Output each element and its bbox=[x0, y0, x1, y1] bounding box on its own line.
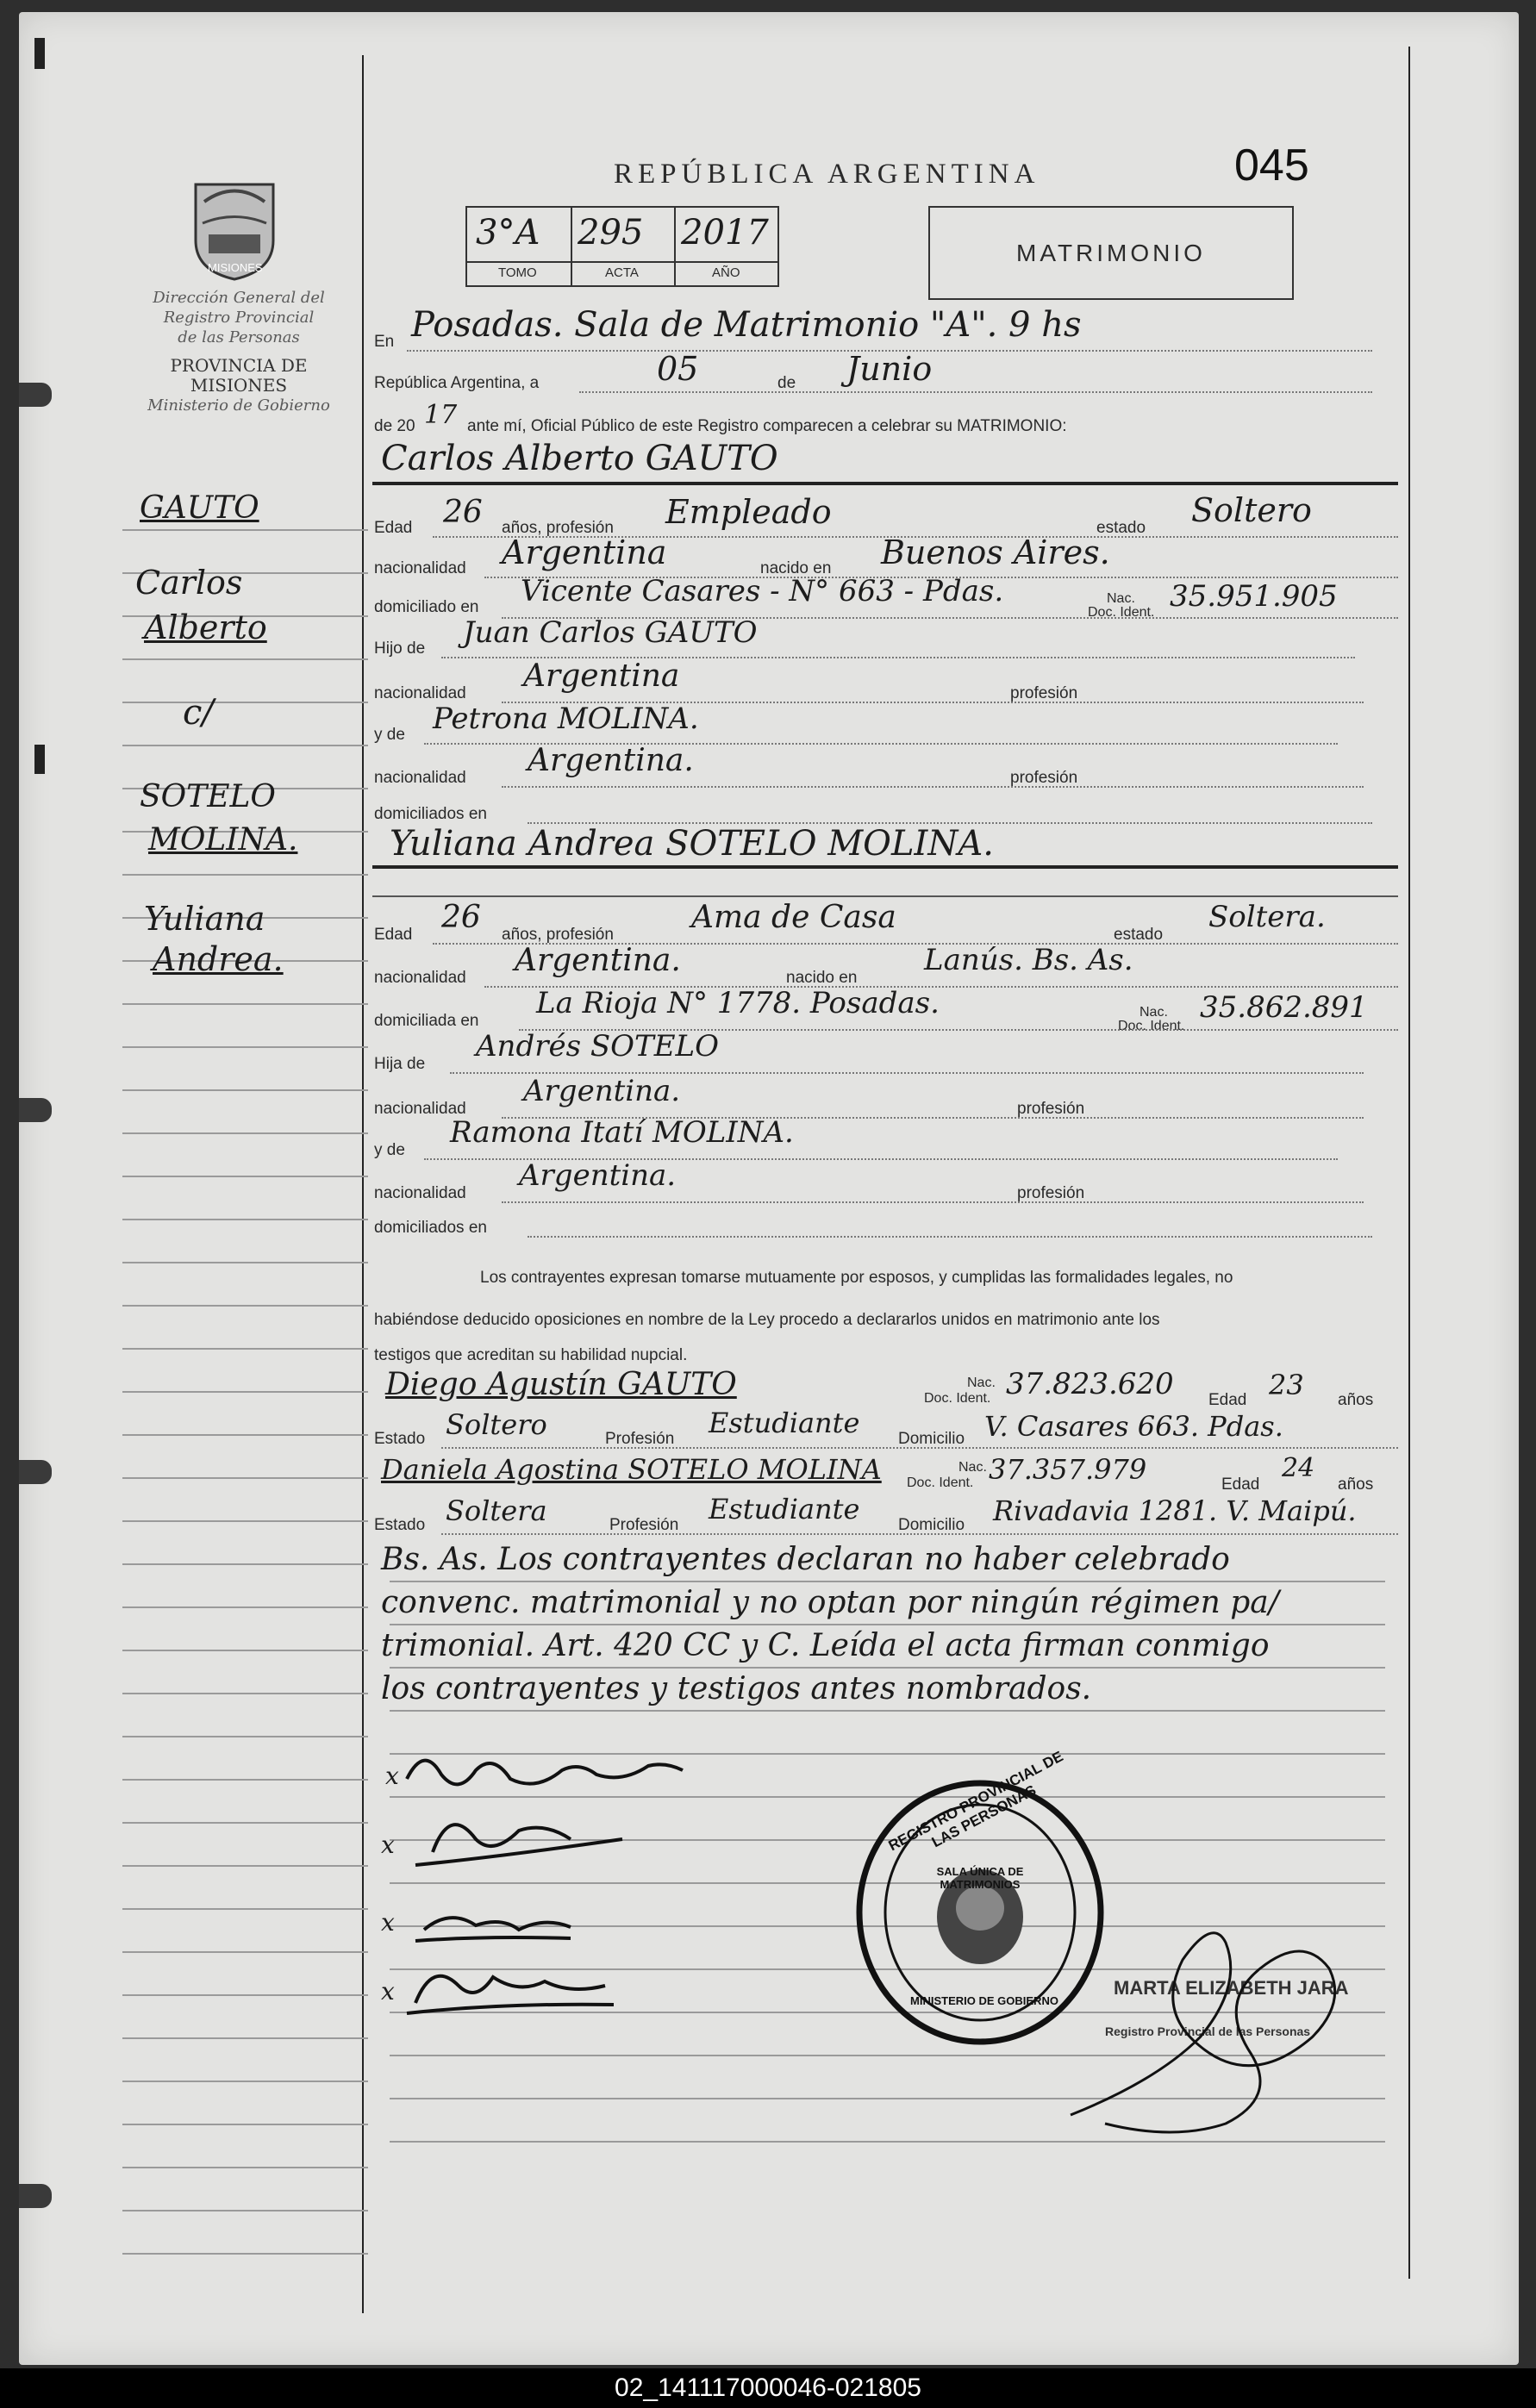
province-line: PROVINCIA DE bbox=[170, 355, 308, 376]
margin-note: c/ bbox=[183, 693, 214, 733]
act-day: 05 bbox=[657, 350, 699, 388]
reference-box bbox=[465, 206, 779, 287]
label-doc: Doc. Ident. bbox=[1118, 1019, 1185, 1033]
notes-line: trimonial. Art. 420 CC y C. Leída el acta firman conmigo bbox=[381, 1628, 1270, 1663]
label-domiciliados: domiciliados en bbox=[374, 805, 487, 823]
agency-line: de las Personas bbox=[178, 328, 300, 346]
act-place: Posadas. Sala de Matrimonio "A". 9 hs bbox=[411, 305, 1082, 345]
year-suffix: 17 bbox=[424, 400, 458, 430]
declaration-line: Los contrayentes expresan tomarse mutuamente por esposos, y cumplidas las formalidades legales, no bbox=[480, 1269, 1233, 1287]
groom-age: 26 bbox=[443, 495, 483, 530]
seal-bottom-text: MINISTERIO DE GOBIERNO bbox=[910, 1994, 1058, 2007]
notes-line: los contrayentes y testigos antes nombrados. bbox=[381, 1671, 1092, 1706]
record-type: MATRIMONIO bbox=[1016, 239, 1206, 266]
label-nac: Nac. bbox=[1140, 1005, 1168, 1020]
acta-label: ACTA bbox=[605, 265, 639, 280]
ministry-line: Ministerio de Gobierno bbox=[147, 396, 330, 415]
anio-value: 2017 bbox=[681, 213, 769, 253]
declaration-line: testigos que acreditan su habilidad nupcial. bbox=[374, 1346, 688, 1364]
label-estado-cap: Estado bbox=[374, 1516, 426, 1534]
margin-note: Andrea. bbox=[153, 940, 284, 978]
label-profesion-field: profesión bbox=[1017, 1100, 1085, 1118]
label-profesion-cap: Profesión bbox=[609, 1516, 679, 1534]
label-domiciliados: domiciliados en bbox=[374, 1219, 487, 1237]
seal-outer-text: REGISTRO PROVINCIAL DE LAS PERSONAS bbox=[885, 1748, 1066, 1855]
label-doc: Doc. Ident. bbox=[924, 1391, 991, 1406]
label-nacionalidad: nacionalidad bbox=[374, 1100, 466, 1118]
groom-address: Vicente Casares - N° 663 - Pdas. bbox=[521, 574, 1004, 608]
republica-label: República Argentina, a bbox=[374, 374, 540, 392]
label-profesion: años, profesión bbox=[502, 519, 614, 537]
label-nacionalidad: nacionalidad bbox=[374, 1184, 466, 1202]
emblem-label: MISIONES bbox=[208, 261, 263, 274]
groom-father: Juan Carlos GAUTO bbox=[463, 615, 758, 650]
witness2-doc: 37.357.979 bbox=[989, 1453, 1147, 1486]
label-profesion-field: profesión bbox=[1010, 769, 1078, 787]
bride-father-nationality: Argentina. bbox=[523, 1074, 681, 1108]
witness1-name: Diego Agustín GAUTO bbox=[385, 1367, 737, 1402]
official-name: MARTA ELIZABETH JARA bbox=[1114, 1977, 1349, 1999]
label-profesion: años, profesión bbox=[502, 926, 614, 944]
witness1-doc: 37.823.620 bbox=[1006, 1367, 1174, 1401]
acta-value: 295 bbox=[578, 213, 644, 253]
tomo-value: 3°A bbox=[476, 213, 540, 253]
label-estado: estado bbox=[1114, 926, 1164, 944]
year-prefix: de 20 bbox=[374, 417, 415, 435]
witness2-name: Daniela Agostina SOTELO MOLINA bbox=[381, 1453, 882, 1486]
bride-mother-nationality: Argentina. bbox=[519, 1158, 677, 1193]
image-id-footer: 02_141117000046-021805 bbox=[0, 2368, 1536, 2408]
witness2-profession: Estudiante bbox=[709, 1493, 860, 1525]
witness1-status: Soltero bbox=[446, 1408, 547, 1441]
label-nacionalidad: nacionalidad bbox=[374, 684, 466, 702]
groom-mother: Petrona MOLINA. bbox=[433, 702, 699, 736]
declaration-line: habiéndose deducido oposiciones en nombre de la Ley procedo a declararlos unidos en matrimonio ante los bbox=[374, 1311, 1160, 1329]
label-doc: Doc. Ident. bbox=[1088, 605, 1155, 620]
record-type-box bbox=[928, 206, 1294, 300]
bride-mother: Ramona Itatí MOLINA. bbox=[450, 1115, 794, 1150]
signature-mark: x bbox=[381, 1831, 395, 1859]
label-edad: Edad bbox=[374, 519, 413, 537]
en-label: En bbox=[374, 333, 395, 351]
act-intro: ante mí, Oficial Público de este Registro comparecen a celebrar su MATRIMONIO: bbox=[467, 417, 1067, 435]
witness1-address: V. Casares 663. Pdas. bbox=[984, 1410, 1283, 1443]
tomo-label: TOMO bbox=[498, 265, 537, 280]
label-hija: Hija de bbox=[374, 1055, 426, 1073]
witness1-age: 23 bbox=[1269, 1369, 1304, 1401]
margin-note: Yuliana bbox=[144, 900, 265, 938]
label-profesion-cap: Profesión bbox=[605, 1430, 675, 1448]
label-y-de: y de bbox=[374, 726, 405, 744]
witness2-status: Soltera bbox=[446, 1494, 547, 1527]
seal-inner-text: SALA ÚNICA DE MATRIMONIOS bbox=[936, 1865, 1024, 1891]
label-estado-cap: Estado bbox=[374, 1430, 426, 1448]
label-domicilio: Domicilio bbox=[898, 1430, 965, 1448]
notes-line: convenc. matrimonial y no optan por ningún régimen pa/ bbox=[381, 1585, 1279, 1620]
label-nacida: nacido en bbox=[786, 969, 858, 987]
groom-status: Soltero bbox=[1191, 491, 1312, 529]
official-title: Registro Provincial de las Personas bbox=[1105, 2024, 1311, 2038]
groom-name: Carlos Alberto GAUTO bbox=[381, 439, 778, 478]
binding-mark bbox=[34, 38, 45, 69]
bride-name: Yuliana Andrea SOTELO MOLINA. bbox=[390, 824, 994, 864]
margin-note: SOTELO bbox=[140, 779, 276, 814]
right-border bbox=[1408, 47, 1410, 2279]
margin-note: MOLINA. bbox=[148, 822, 298, 858]
signature-mark: x bbox=[385, 1762, 399, 1790]
register-page bbox=[19, 12, 1519, 2365]
label-profesion-field: profesión bbox=[1010, 684, 1078, 702]
groom-nationality: Argentina bbox=[502, 533, 667, 571]
agency-line: Dirección General del bbox=[153, 289, 325, 307]
section-rule bbox=[372, 895, 1398, 897]
page-number: 045 bbox=[1234, 140, 1309, 190]
label-edad: Edad bbox=[1221, 1475, 1260, 1494]
binding-mark bbox=[34, 745, 45, 774]
groom-mother-nationality: Argentina. bbox=[528, 743, 694, 778]
label-nac: Nac. bbox=[967, 1376, 996, 1390]
margin-note: Carlos bbox=[135, 564, 243, 602]
groom-birthplace: Buenos Aires. bbox=[881, 533, 1110, 571]
notes-line: Bs. As. Los contrayentes declaran no haber celebrado bbox=[381, 1542, 1230, 1577]
label-nacionalidad: nacionalidad bbox=[374, 969, 466, 987]
binding-hole bbox=[19, 2184, 52, 2208]
bride-age: 26 bbox=[441, 900, 481, 935]
binding-hole bbox=[19, 1098, 52, 1122]
agency-block bbox=[114, 288, 364, 415]
bride-address: La Rioja N° 1778. Posadas. bbox=[536, 986, 940, 1020]
act-month: Junio bbox=[846, 350, 933, 388]
label-estado: estado bbox=[1096, 519, 1146, 537]
label-anios: años bbox=[1338, 1475, 1374, 1494]
binding-hole bbox=[19, 383, 52, 407]
label-edad: Edad bbox=[374, 926, 413, 944]
bride-birthplace: Lanús. Bs. As. bbox=[924, 943, 1133, 977]
label-domicilio: Domicilio bbox=[898, 1516, 965, 1534]
province-emblem bbox=[187, 176, 282, 284]
section-rule bbox=[372, 865, 1398, 869]
label-edad: Edad bbox=[1208, 1391, 1247, 1409]
label-anios: años bbox=[1338, 1391, 1374, 1409]
label-nacionalidad: nacionalidad bbox=[374, 559, 466, 577]
signature-mark: x bbox=[381, 1977, 395, 2006]
label-hijo: Hijo de bbox=[374, 639, 426, 658]
contracting-parties-signatures bbox=[398, 1744, 777, 2029]
bride-doc: 35.862.891 bbox=[1200, 990, 1368, 1025]
binding-hole bbox=[19, 1460, 52, 1484]
groom-father-nationality: Argentina bbox=[523, 658, 680, 694]
label-y-de: y de bbox=[374, 1141, 405, 1159]
margin-note: GAUTO bbox=[140, 490, 259, 526]
bride-nationality: Argentina. bbox=[515, 943, 681, 978]
agency-line: Registro Provincial bbox=[163, 309, 315, 327]
label-doc: Doc. Ident. bbox=[907, 1475, 974, 1490]
bride-status: Soltera. bbox=[1208, 900, 1326, 934]
witness2-age: 24 bbox=[1282, 1453, 1315, 1483]
witness1-profession: Estudiante bbox=[709, 1407, 860, 1439]
signature-mark: x bbox=[381, 1908, 395, 1937]
groom-profession: Empleado bbox=[665, 493, 832, 531]
official-signature bbox=[1053, 1908, 1364, 2149]
section-rule bbox=[372, 482, 1398, 485]
de-label: de bbox=[777, 374, 796, 392]
margin-note: Alberto bbox=[144, 608, 267, 646]
label-domiciliado: domiciliado en bbox=[374, 598, 479, 616]
anio-label: AÑO bbox=[712, 265, 740, 280]
label-profesion-field: profesión bbox=[1017, 1184, 1085, 1202]
province-line: MISIONES bbox=[190, 375, 288, 396]
bride-profession: Ama de Casa bbox=[691, 900, 896, 935]
label-domiciliada: domiciliada en bbox=[374, 1012, 479, 1030]
label-nacionalidad: nacionalidad bbox=[374, 769, 466, 787]
country-heading: REPÚBLICA ARGENTINA bbox=[614, 159, 1040, 190]
label-nac: Nac. bbox=[958, 1460, 987, 1475]
label-nac: Nac. bbox=[1107, 591, 1135, 606]
groom-doc: 35.951.905 bbox=[1170, 579, 1338, 614]
bride-father: Andrés SOTELO bbox=[476, 1029, 719, 1064]
label-nacido: nacido en bbox=[760, 559, 832, 577]
witness2-address: Rivadavia 1281. V. Maipú. bbox=[993, 1494, 1357, 1527]
